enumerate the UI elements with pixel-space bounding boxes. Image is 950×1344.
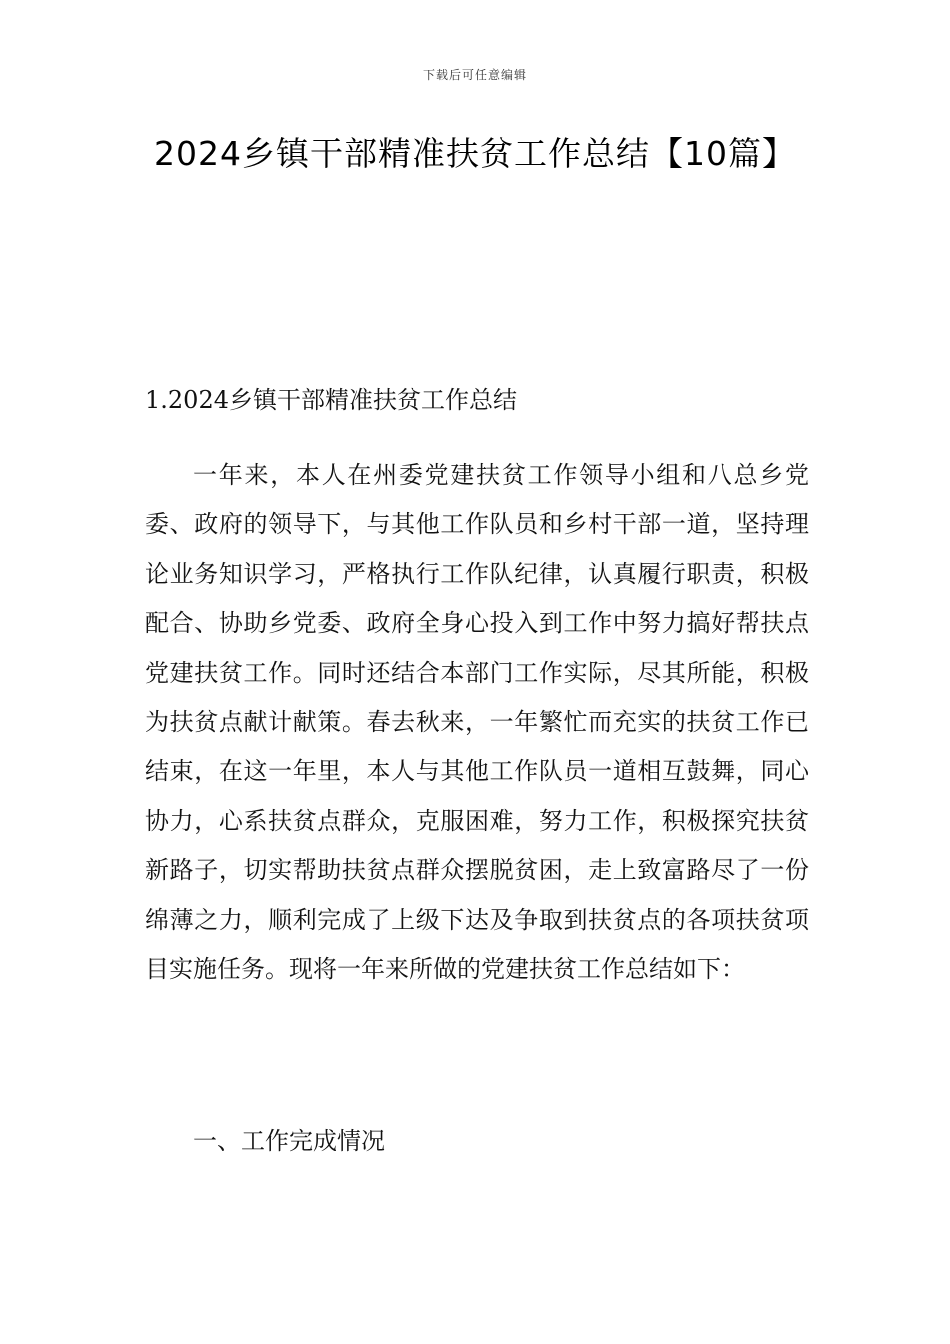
document-title: 2024乡镇干部精准扶贫工作总结【10篇】 bbox=[154, 134, 796, 173]
section-heading: 1.2024乡镇干部精准扶贫工作总结 bbox=[145, 386, 517, 414]
subheading: 一、工作完成情况 bbox=[193, 1127, 385, 1155]
body-paragraph: 一年来，本人在州委党建扶贫工作领导小组和八总乡党委、政府的领导下，与其他工作队员和乡村干部一道，坚持理论业务知识学习，严格执行工作队纪律，认真履行职责，积极配合、协助乡党委、政府全身心投入到工作中努力搞好帮扶点党建扶贫工作。同时还结合本部门工作实际，尽其所能，积极为扶贫点献计献策。春去秋来，一年繁忙而充实的扶贫工作已结束，在这一年里，本人与其他工作队员一道相互鼓舞，同心协力，心系扶贫点群众，克服困难，努力工作，积极探究扶贫新路子，切实帮助扶贫点群众摆脱贫困，走上致富路尽了一份绵薄之力，顺利完成了上级下达及争取到扶贫点的各项扶贫项目实施任务。现将一年来所做的党建扶贫工作总结如下： bbox=[145, 461, 809, 984]
header-note: 下载后可任意编辑 bbox=[422, 68, 527, 82]
